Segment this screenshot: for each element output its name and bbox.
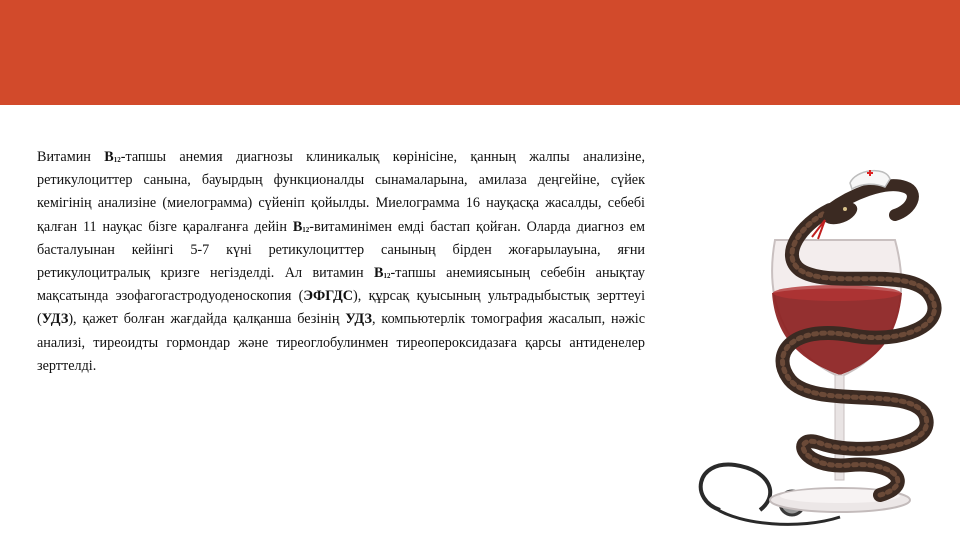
text-segment: -тапшы анемия диагнозы клиникалық көрінісіне, қанның жалпы анализіне, ретикулоциттер санына, бауырдың функционалды сынамаларына, амилаза деңгейіне, сүйек кемігінің анализіне (миелограмма) сүйеніп қойылды. Миелограмма 16 науқасқа жасалды, себебі қалған 11 науқас бізге қаралғанға дейін [37, 149, 645, 235]
udz-abbrev: УДЗ [345, 311, 372, 328]
b12-label [374, 265, 390, 281]
snake-eye [843, 207, 847, 211]
text-segment: -витаминімен емді бастап қойған. Оларда диагноз ем басталуынан кейінгі 5-7 күні ретикулоциттер санының бірден жоғарылауына, яғни ретикулоцитралық кризге негізделді. Ал витамин [37, 218, 645, 282]
text-segment: , компьютерлік томография жасалып, нәжіс анализі, тиреоидты гормондар және тиреоглобулинмен тиреопероксидазаға қарсы антиденелер зерттелді. [37, 311, 645, 374]
header-banner [0, 0, 960, 105]
main-text-block [37, 146, 645, 378]
wine-surface [773, 285, 901, 301]
text-segment: ), құрсақ қуысының ультрадыбыстық зерттеуі ( [37, 288, 646, 328]
b12-subscript: 12 [383, 272, 391, 281]
b12-label [104, 149, 120, 165]
b12-letter: В [292, 218, 303, 235]
stethoscope-tube [701, 465, 770, 510]
snake-glass-illustration [680, 165, 960, 540]
body-paragraph [37, 146, 645, 378]
efgds-abbrev: ЭФГДС [303, 288, 354, 305]
b12-letter: В [104, 149, 114, 165]
b12-letter: В [374, 265, 384, 282]
b12-subscript: 12 [302, 225, 310, 234]
text-segment: Витамин [37, 149, 105, 165]
b12-label [293, 219, 309, 235]
text-segment: ), қажет болған жағдайда қалқанша безінің [68, 311, 346, 328]
udz-abbrev: УДЗ [41, 311, 69, 328]
b12-subscript: 12 [113, 156, 121, 164]
text-segment: -тапшы анемиясының себебін анықтау мақсатында эзофагогастродуоденоскопия ( [37, 265, 646, 305]
snake-wine-glass-stethoscope-icon [680, 165, 960, 540]
